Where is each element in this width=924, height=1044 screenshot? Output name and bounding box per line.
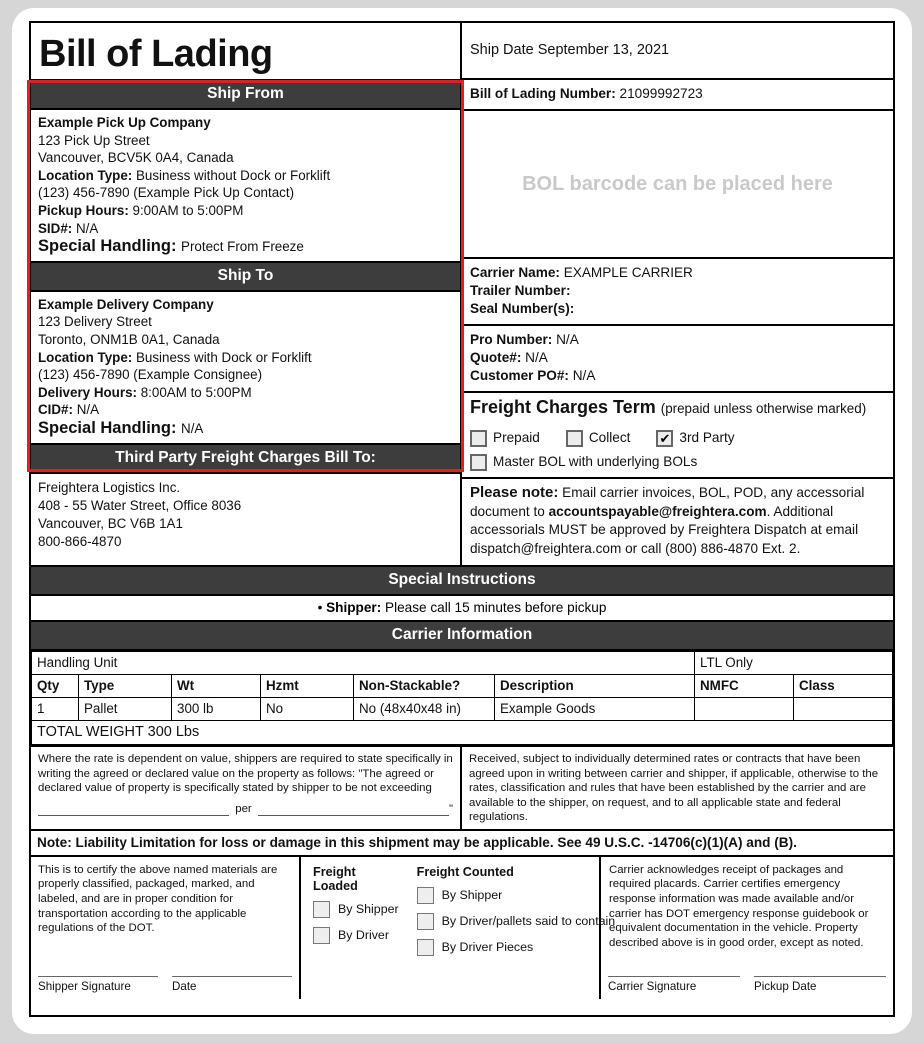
ship-to-location-type-label: Location Type:	[38, 349, 133, 365]
per-word: per	[235, 802, 252, 815]
cell-qty: 1	[32, 698, 79, 721]
third-party-block	[31, 474, 460, 557]
cell-hzmt: No	[261, 698, 354, 721]
carrier-information-band: Carrier Information	[31, 622, 893, 651]
ship-from-street: 123 Pick Up Street	[38, 132, 150, 148]
freight-charges-title-row	[470, 398, 885, 418]
ship-from-city: Vancouver, BCV5K 0A4, Canada	[38, 150, 234, 166]
ship-from-sid-label: SID#:	[38, 220, 73, 236]
label-master-bol: Master BOL with underlying BOLs	[493, 454, 698, 469]
bol-number-value: 21099992723	[619, 86, 703, 101]
quote-value: N/A	[525, 350, 548, 365]
quote-label: Quote#:	[470, 350, 522, 365]
customer-po-label: Customer PO#:	[470, 368, 569, 383]
cell-non-stackable: No (48x40x48 in)	[354, 698, 495, 721]
ship-from-special-handling-row	[38, 238, 453, 256]
label-counted-by-shipper: By Shipper	[441, 888, 503, 903]
ship-from-special-handling-label: Special Handling:	[38, 237, 177, 256]
bol-number-cell	[462, 80, 893, 111]
ship-from-sid: N/A	[75, 220, 99, 236]
please-note-part2: . Additional accessorials MUST be approved by Freightera Dispatch at email dispatch@freightera.com or call (800) 886-4870 Ext. 2.	[470, 503, 859, 556]
column-hzmt: Hzmt	[261, 675, 354, 698]
checkbox-loaded-by-driver[interactable]	[313, 927, 330, 944]
freight-charges-term-cell	[462, 393, 893, 479]
ship-from-company: Example Pick Up Company	[38, 115, 211, 130]
please-note-heading: Please note:	[470, 484, 559, 501]
special-instructions-band: Special Instructions	[31, 565, 893, 596]
freight-columns	[313, 864, 616, 965]
column-wt: Wt	[172, 675, 261, 698]
pickup-date-field[interactable]	[754, 975, 886, 993]
freight-charges-subtitle: (prepaid unless otherwise marked)	[660, 401, 867, 416]
unit-blank-rule[interactable]	[258, 803, 449, 816]
left-column	[31, 23, 462, 565]
page-title: Bill of Lading	[39, 33, 273, 75]
table-row	[32, 698, 893, 721]
special-instructions-text: Please call 15 minutes before pickup	[381, 600, 607, 616]
shipper-signature-label: Shipper Signature	[38, 979, 131, 993]
shipper-certification-block	[31, 857, 301, 999]
carrier-name-value: EXAMPLE CARRIER	[563, 265, 693, 280]
bullet-icon: •	[317, 600, 323, 616]
ship-from-phone: (123) 456-7890 (Example Pick Up Contact)	[38, 185, 295, 201]
trailer-number-label: Trailer Number:	[470, 283, 571, 298]
accounts-payable-email: accountspayable@freightera.com	[548, 503, 767, 519]
label-counted-by-driver-pieces: By Driver Pieces	[441, 940, 534, 955]
ship-from-hours: 9:00AM to 5:00PM	[132, 202, 244, 218]
shipper-signature-lines	[38, 975, 292, 993]
carrier-signature-lines	[608, 975, 886, 993]
title-cell	[31, 23, 460, 79]
check-icon: ✔	[659, 430, 671, 446]
checkbox-loaded-by-shipper[interactable]	[313, 901, 330, 918]
bol-number-label: Bill of Lading Number:	[470, 86, 616, 101]
shipper-date-label: Date	[172, 979, 197, 993]
checkbox-collect[interactable]	[566, 430, 583, 447]
label-loaded-by-driver: By Driver	[338, 928, 389, 943]
freight-loaded-option-by-driver[interactable]	[313, 927, 399, 944]
freight-counted-option-by-shipper[interactable]	[417, 887, 616, 904]
declared-value-fill-line	[38, 802, 453, 817]
ship-to-city: Toronto, ONM1B 0A1, Canada	[38, 331, 220, 347]
checkbox-prepaid[interactable]	[470, 430, 487, 447]
cell-description: Example Goods	[495, 698, 695, 721]
checkbox-master-bol[interactable]	[470, 454, 487, 471]
column-class: Class	[794, 675, 893, 698]
shipper-date-rule	[172, 975, 292, 977]
pro-number-label: Pro Number:	[470, 332, 553, 347]
freight-charges-title: Freight Charges Term	[470, 397, 656, 417]
checkbox-3rd-party[interactable]	[656, 430, 673, 447]
freight-counted-option-by-driver-pieces[interactable]	[417, 939, 616, 956]
please-note-part1: Email carrier invoices, BOL, POD, any accessorial document to	[470, 485, 865, 519]
cell-wt: 300 lb	[172, 698, 261, 721]
master-bol-row	[470, 453, 885, 471]
pickup-date-rule	[754, 975, 886, 977]
please-note-cell	[462, 479, 893, 565]
customer-po-value: N/A	[572, 368, 596, 383]
column-non-stackable: Non-Stackable?	[354, 675, 495, 698]
bottom-row	[31, 857, 893, 999]
column-description: Description	[495, 675, 695, 698]
special-instructions-label: Shipper:	[326, 600, 382, 616]
ship-to-hours-label: Delivery Hours:	[38, 384, 137, 400]
label-counted-by-driver-pallets: By Driver/pallets said to contain	[441, 914, 616, 929]
ship-to-street: 123 Delivery Street	[38, 314, 152, 330]
freight-charges-options-row	[470, 429, 885, 447]
right-column	[462, 23, 893, 565]
total-weight-value: TOTAL WEIGHT 300 Lbs	[32, 721, 893, 745]
carrier-signature-field[interactable]	[608, 975, 740, 993]
third-party-line-4: 800-866-4870	[38, 533, 122, 549]
ship-to-location-type: Business with Dock or Forklift	[135, 349, 312, 365]
freight-loaded-column	[313, 865, 399, 965]
carrier-signature-rule	[608, 975, 740, 977]
group-ltl-only: LTL Only	[695, 652, 893, 675]
ship-from-band: Ship From	[31, 79, 460, 110]
third-party-line-3: Vancouver, BC V6B 1A1	[38, 515, 183, 531]
carrier-name-label: Carrier Name:	[470, 265, 560, 280]
ship-to-phone: (123) 456-7890 (Example Consignee)	[38, 367, 263, 383]
shipper-signature-field[interactable]	[38, 975, 158, 993]
ship-from-special-handling: Protect From Freeze	[181, 239, 304, 255]
freight-counted-title: Freight Counted	[416, 864, 514, 879]
freight-counted-option-by-driver-pallets[interactable]	[417, 913, 616, 930]
pickup-date-label: Pickup Date	[754, 979, 817, 993]
shipper-date-field[interactable]	[172, 975, 292, 993]
column-type: Type	[79, 675, 172, 698]
liability-note: Note: Liability Limitation for loss or damage in this shipment may be applicable. See 49 U.S.C. -14706(c)(1)(A) and (B).	[31, 831, 893, 857]
label-collect: Collect	[588, 430, 631, 445]
ship-to-special-handling-label: Special Handling:	[38, 418, 177, 437]
checkbox-counted-by-driver-pieces[interactable]	[417, 939, 434, 956]
bill-of-lading-sheet	[29, 21, 895, 1017]
checkbox-counted-by-shipper[interactable]	[417, 887, 434, 904]
third-party-line-2: 408 - 55 Water Street, Office 8036	[38, 497, 242, 513]
table-group-header-row	[32, 652, 893, 675]
special-instructions-line	[31, 596, 893, 622]
barcode-placeholder: BOL barcode can be placed here	[462, 111, 893, 259]
pro-quote-po-cell	[462, 326, 893, 393]
cell-type: Pallet	[79, 698, 172, 721]
ship-to-cid: N/A	[76, 402, 100, 418]
group-handling-unit: Handling Unit	[32, 652, 695, 675]
freight-counted-column	[417, 865, 616, 965]
ship-to-band: Ship To	[31, 261, 460, 292]
label-loaded-by-shipper: By Shipper	[338, 902, 399, 917]
table-header-row	[32, 675, 893, 698]
ship-to-cid-label: CID#:	[38, 402, 73, 418]
ship-to-special-handling-row	[38, 420, 453, 438]
carrier-signature-label: Carrier Signature	[608, 979, 697, 993]
checkbox-counted-by-driver-pallets[interactable]	[417, 913, 434, 930]
ship-to-special-handling: N/A	[181, 420, 204, 436]
third-party-line-1: Freightera Logistics Inc.	[38, 479, 181, 495]
ship-to-hours: 8:00AM to 5:00PM	[140, 384, 252, 400]
document-card	[12, 8, 912, 1034]
cell-nmfc	[695, 698, 794, 721]
label-3rd-party: 3rd Party	[679, 430, 735, 445]
ship-from-hours-label: Pickup Hours:	[38, 202, 129, 218]
column-qty: Qty	[32, 675, 79, 698]
seal-number-label: Seal Number(s):	[470, 301, 575, 316]
quote-end-mark: "	[448, 802, 454, 815]
column-nmfc: NMFC	[695, 675, 794, 698]
ship-from-block	[31, 110, 460, 261]
label-prepaid: Prepaid	[493, 430, 540, 445]
value-blank-rule[interactable]	[38, 803, 229, 816]
freight-loaded-title: Freight Loaded	[313, 864, 358, 893]
third-party-band: Third Party Freight Charges Bill To:	[31, 443, 460, 474]
carrier-acknowledgement-text: Carrier acknowledges receipt of packages and required placards. Carrier certifies emergency response information was made available and/or carrier has DOT emergency response guidebook or equivalent documentation in the vehicle. Property described above is in good order, except as noted.	[609, 863, 869, 949]
shipper-certification-text: This is to certify the above named materials are properly classified, packaged, marked, and labeled, and are in proper condition for transportation according to the applicable regulations of the DOT.	[38, 863, 278, 935]
carrier-name-cell	[462, 259, 893, 326]
carrier-information-table	[31, 651, 893, 745]
shipper-signature-rule	[38, 975, 158, 977]
declared-value-text-block	[31, 747, 462, 829]
legal-row	[31, 745, 893, 831]
pro-number-value: N/A	[556, 332, 579, 347]
freight-loaded-option-by-shipper[interactable]	[313, 901, 399, 918]
ship-to-block	[31, 292, 460, 443]
ship-date-cell: Ship Date September 13, 2021	[462, 23, 893, 80]
cell-class	[794, 698, 893, 721]
freight-loaded-counted-block	[301, 857, 616, 999]
declared-value-text: Where the rate is dependent on value, shippers are required to state specifically in writing the agreed or declared value on the property as follows: "The agreed or declared value of property is specifically stated by shipper to be not exceeding	[38, 753, 453, 795]
top-columns	[31, 23, 893, 565]
received-terms-block: Received, subject to individually determined rates or contracts that have been agreed upon in writing between carrier and shipper, if applicable, otherwise to the rates, classification and rules that have been established by the carrier and are available to the shipper, on request, and to all applicable state and federal regulations.	[469, 753, 879, 824]
total-weight-row	[32, 721, 893, 745]
ship-from-location-type: Business without Dock or Forklift	[135, 167, 331, 183]
ship-from-location-type-label: Location Type:	[38, 167, 133, 183]
carrier-acknowledgement-block	[601, 857, 893, 999]
ship-to-company: Example Delivery Company	[38, 296, 214, 312]
